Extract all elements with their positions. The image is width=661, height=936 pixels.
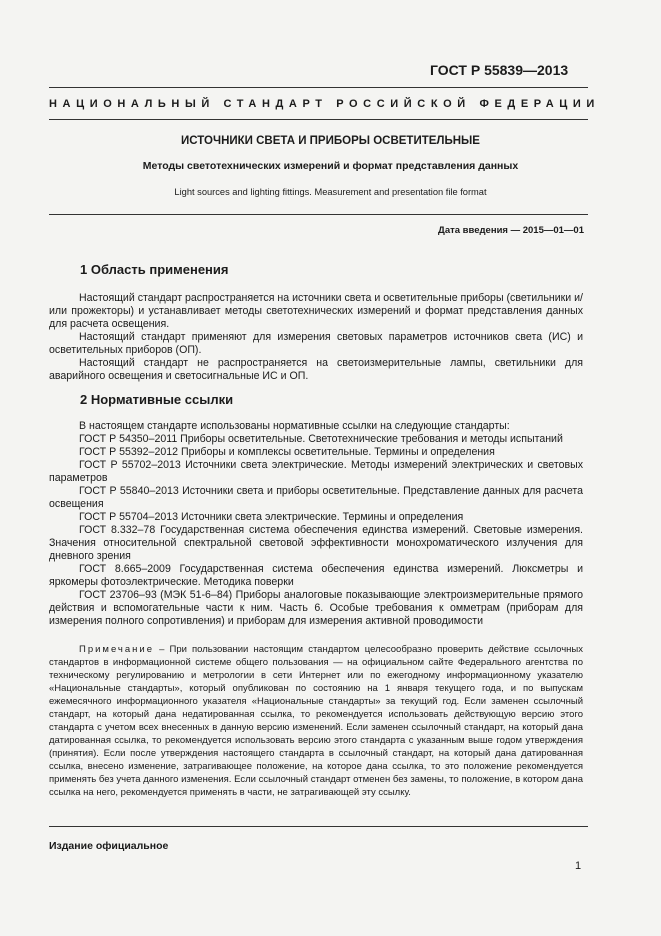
paragraph: Настоящий стандарт не распространяется на светоизмерительные лампы, светильники для аварийного освещения и светосигнальные ИС и ОП.: [49, 357, 583, 382]
reference-item: ГОСТ 8.332–78 Государственная система обеспечения единства измерений. Световые измерения. Значения относительной спектральной световой эффективности монохроматического излучения для дневного зрения: [49, 524, 583, 562]
paragraph: В настоящем стандарте использованы нормативные ссылки на следующие стандарты:: [79, 420, 510, 432]
reference-item: ГОСТ Р 55702–2013 Источники света электрические. Методы измерений электрических и световых параметров: [49, 459, 583, 484]
paragraph: Настоящий стандарт распространяется на источники света и осветительные приборы (светильники и/или прожекторы) и устанавливает методы светотехнических измерений и формат представления данных для расчета освещения.: [49, 292, 583, 330]
reference-item: ГОСТ Р 55392–2012 Приборы и комплексы осветительные. Термины и определения: [79, 446, 495, 458]
reference-item: ГОСТ Р 55704–2013 Источники света электрические. Термины и определения: [79, 511, 464, 523]
title-rule: [49, 214, 588, 215]
document-title: ИСТОЧНИКИ СВЕТА И ПРИБОРЫ ОСВЕТИТЕЛЬНЫЕ: [181, 135, 480, 147]
header-rule-top: [49, 87, 588, 88]
section-1-heading: 1 Область применения: [80, 262, 229, 277]
section-2-body: [49, 420, 583, 628]
page-number: 1: [575, 860, 582, 872]
reference-item: ГОСТ 23706–93 (МЭК 51-6–84) Приборы аналоговые показывающие электроизмерительные прямого действия и вспомогательные части к ним. Часть 6. Особые требования к омметрам (приборам для измерения полного сопротивления) и приборам для измерения активной проводимости: [49, 589, 583, 627]
section-1-body: [49, 292, 583, 383]
note-text: – При пользовании настоящим стандартом целесообразно проверить действие ссылочных стандартов в информационной системе общего пользования — на официальном сайте Федерального агентства по техническому регулированию и метрологии в сети Интернет или по ежегодному информационному указателю «Национальные стандарты», который опубликован по состоянию на 1 января текущего года, и по выпускам ежемесячного информационного указателя «Национальные стандарты» за текущий год. Если заменен ссылочный стандарт, на который дана недатированная ссылка, то рекомендуется использовать действующую версию этого стандарта с учетом всех внесенных в данную версию изменений. Если заменен ссылочный стандарт, на который дана датированная ссылка, то рекомендуется использовать версию этого стандарта с указанным выше годом утверждения (принятия). Если после утверждения настоящего стандарта в ссылочный стандарт, на который дана датированная ссылка, внесено изменение, затрагивающее положение, на которое дана ссылка, то это положение рекомендуется применять без учета данного изменения. Если ссылочный стандарт отменен без замены, то положение, в котором дана ссылка на него, рекомендуется применять в части, не затрагивающей эту ссылку.: [49, 644, 583, 798]
footer-rule: [49, 826, 588, 827]
reference-item: ГОСТ Р 55840–2013 Источники света и приборы осветительные. Представление данных для расчета освещения: [49, 485, 583, 510]
note-block: [49, 643, 583, 799]
note-paragraph: [49, 643, 583, 799]
document-title-english: Light sources and lighting fittings. Measurement and presentation file format: [174, 187, 487, 197]
edition-label: Издание официальное: [49, 840, 169, 852]
introduction-date: Дата введения — 2015—01—01: [438, 225, 584, 236]
standard-banner: НАЦИОНАЛЬНЫЙ СТАНДАРТ РОССИЙСКОЙ ФЕДЕРАЦИИ: [49, 98, 600, 110]
reference-item: ГОСТ Р 54350–2011 Приборы осветительные. Светотехнические требования и методы испытаний: [79, 433, 563, 445]
note-label: Примечание: [79, 644, 154, 655]
header-rule-bottom: [49, 119, 588, 120]
section-2-heading: 2 Нормативные ссылки: [80, 392, 234, 407]
paragraph: Настоящий стандарт применяют для измерения световых параметров источников света (ИС) и осветительных приборов (ОП).: [49, 331, 583, 356]
document-subtitle: Методы светотехнических измерений и формат представления данных: [142, 160, 519, 172]
reference-item: ГОСТ 8.665–2009 Государственная система обеспечения единства измерений. Люксметры и яркомеры фотоэлектрические. Методика поверки: [49, 563, 583, 588]
document-number: ГОСТ Р 55839—2013: [430, 62, 569, 78]
